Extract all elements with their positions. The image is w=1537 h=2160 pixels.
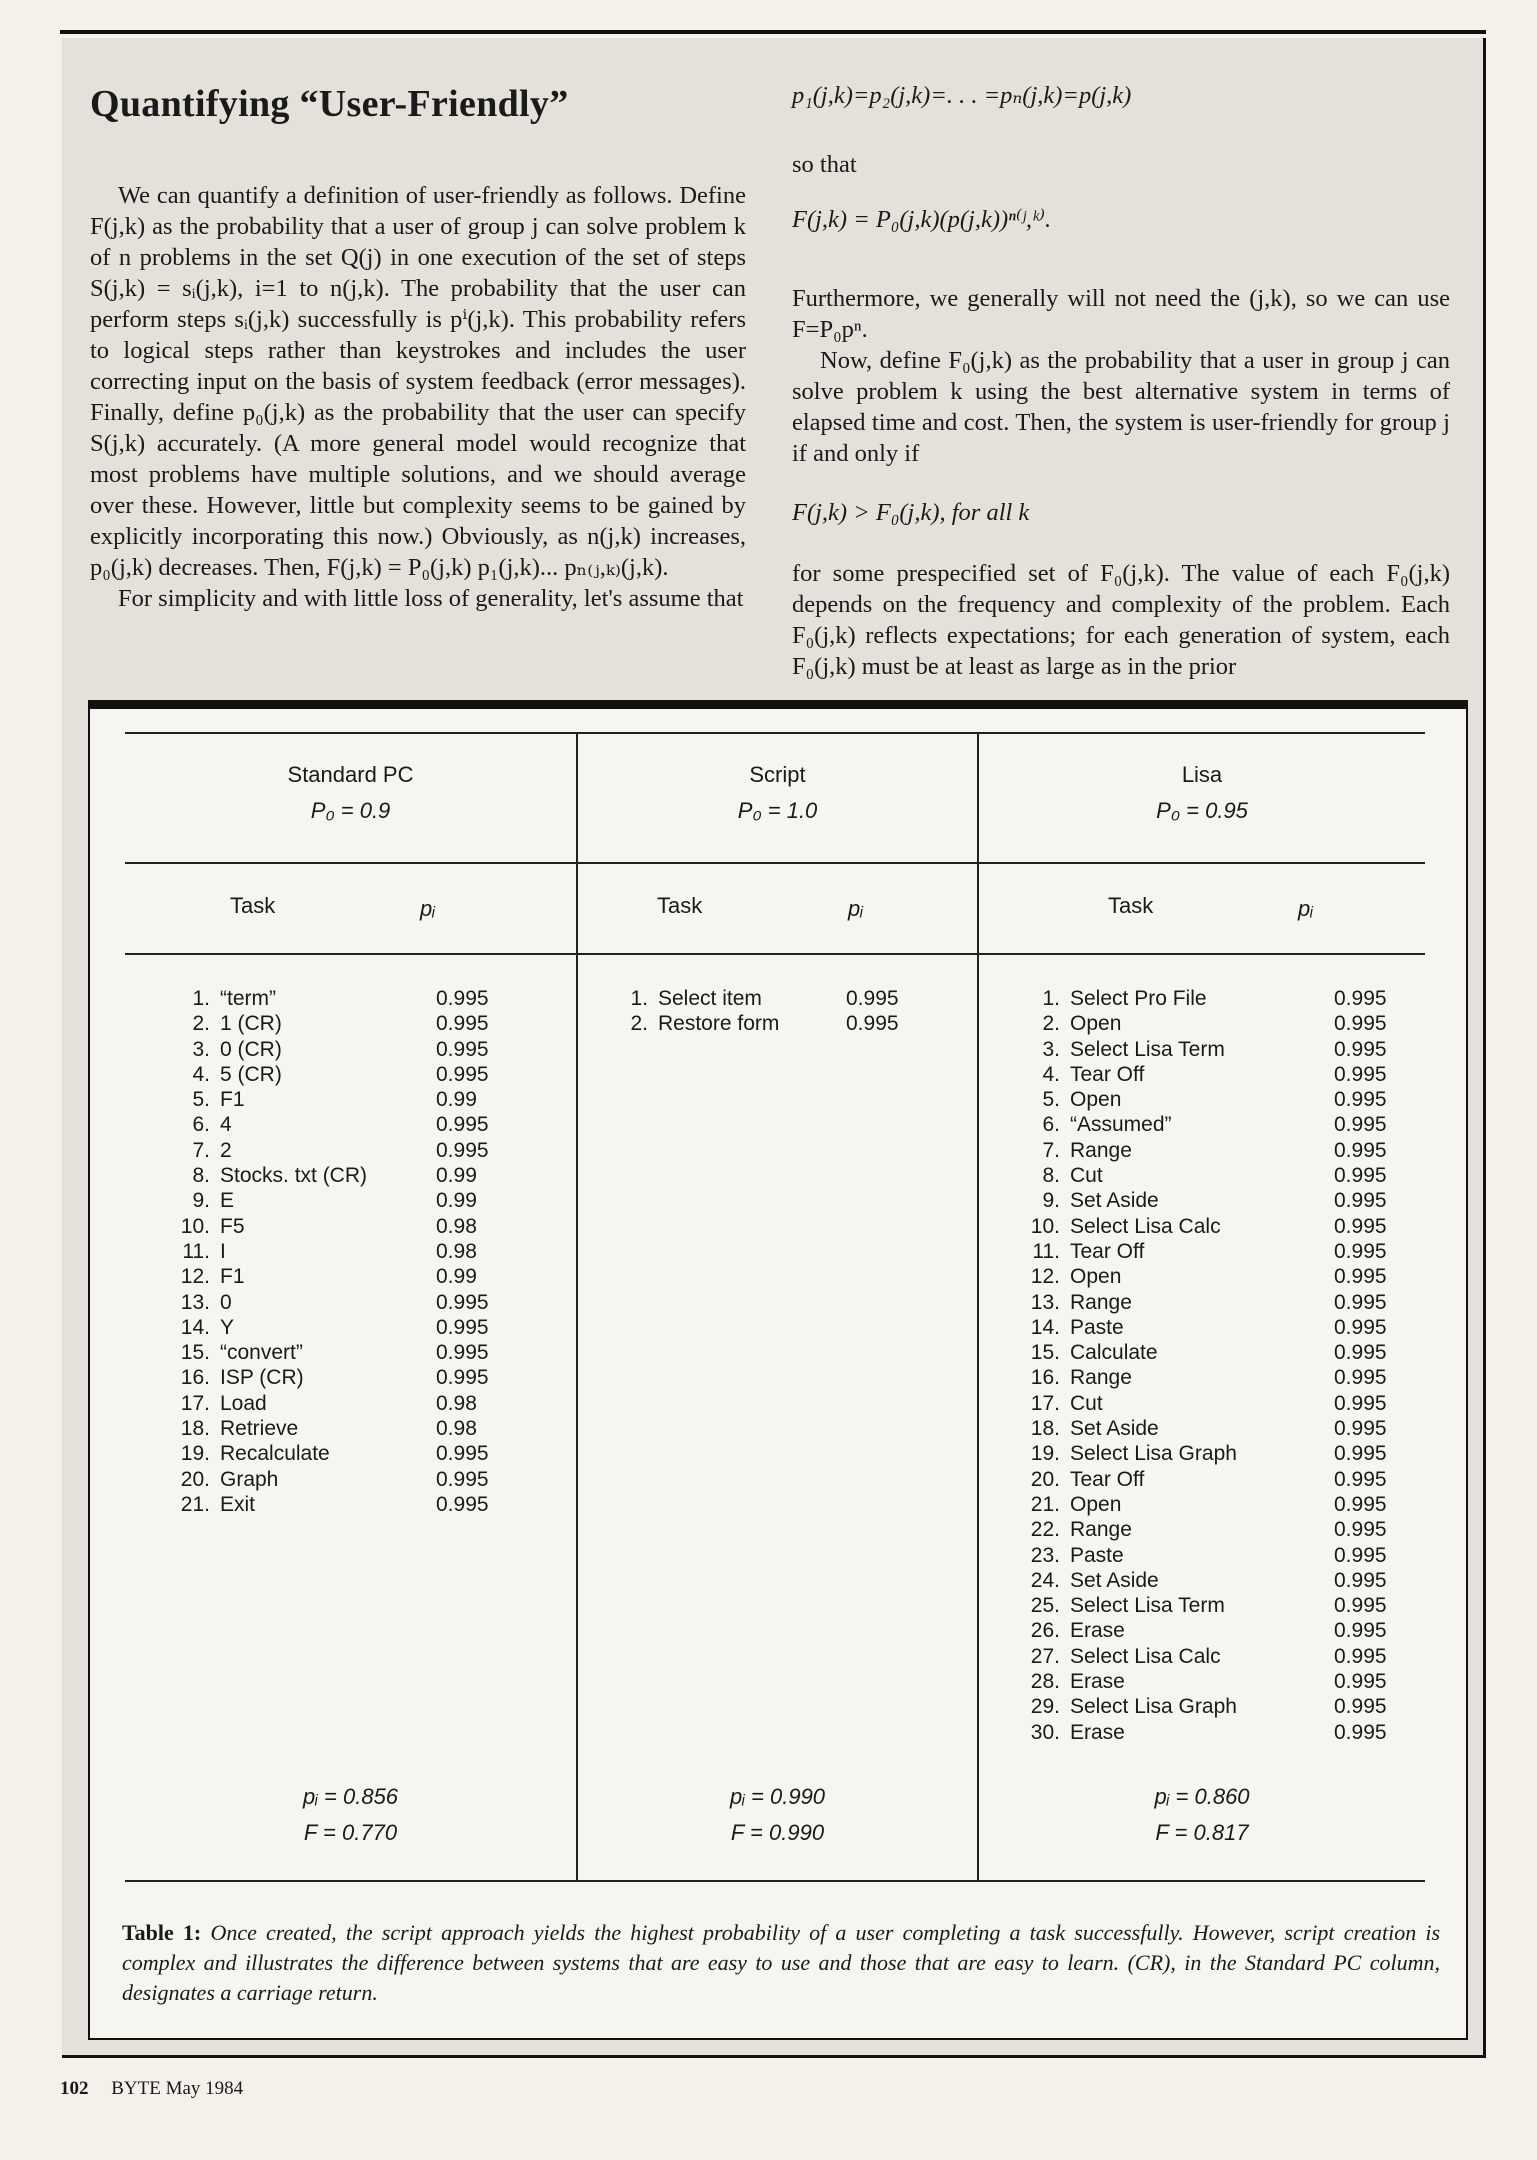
task-probability: 0.995	[436, 1341, 489, 1365]
task-name: Select Lisa Calc	[1070, 1644, 1221, 1668]
right-column	[792, 80, 1450, 682]
table-row	[1016, 1188, 1396, 1213]
task-number: 21.	[1030, 1492, 1060, 1516]
task-number: 15.	[180, 1341, 210, 1365]
task-number: 1.	[630, 987, 648, 1010]
table-row	[166, 1239, 506, 1264]
task-number: 14.	[180, 1315, 210, 1339]
task-probability: 0.995	[436, 1442, 489, 1466]
task-number: 16.	[180, 1366, 210, 1390]
task-name: Tear Off	[1070, 1062, 1145, 1086]
task-name: Range	[1070, 1290, 1132, 1314]
task-number: 25.	[1030, 1594, 1060, 1618]
task-number: 15.	[1030, 1341, 1060, 1365]
table-row	[166, 1264, 506, 1289]
task-number: 18.	[180, 1417, 210, 1441]
table-row	[1016, 1568, 1396, 1593]
task-number: 6.	[192, 1113, 210, 1137]
task-number: 9.	[1042, 1189, 1060, 1213]
task-number: 8.	[192, 1164, 210, 1188]
table-row	[1016, 1669, 1396, 1694]
task-number: 4.	[1042, 1062, 1060, 1086]
table-row	[1016, 1365, 1396, 1390]
column-divider-1	[576, 732, 578, 1880]
p0-script: P₀ = 1.0	[737, 798, 818, 823]
task-list-lisa	[1016, 986, 1396, 1745]
task-name: E	[220, 1189, 235, 1213]
table-row	[1016, 1441, 1396, 1466]
f-summary-standard-pc: F = 0.770	[303, 1820, 398, 1845]
task-probability: 0.995	[1334, 1341, 1387, 1365]
table-row	[166, 1188, 506, 1213]
p-header-standard-pc: pᵢ	[420, 896, 435, 921]
task-name: F1	[220, 1088, 245, 1112]
task-probability: 0.995	[1334, 1012, 1387, 1036]
task-probability: 0.995	[1334, 1619, 1387, 1643]
task-name: Tear Off	[1070, 1239, 1145, 1263]
task-number: 19.	[1030, 1442, 1060, 1466]
task-name: F1	[220, 1265, 245, 1289]
task-probability: 0.995	[1334, 1315, 1387, 1339]
task-name: Select Pro File	[1070, 987, 1207, 1010]
table-row	[166, 1011, 506, 1036]
article-title: Quantifying “User-Friendly”	[90, 83, 569, 125]
task-number: 2.	[630, 1012, 648, 1036]
table-row	[1016, 1112, 1396, 1137]
task-probability: 0.995	[1334, 1442, 1387, 1466]
task-number: 17.	[180, 1391, 210, 1415]
table-row	[1016, 1593, 1396, 1618]
task-probability: 0.995	[1334, 1543, 1387, 1567]
table-row	[1016, 1163, 1396, 1188]
task-probability: 0.995	[1334, 1670, 1387, 1694]
task-name: Set Aside	[1070, 1568, 1159, 1592]
right-paragraph-3: for some prespecified set of F₀(j,k). The value of each F₀(j,k) depends on the frequency and complexity of the problem. Each F₀(j,k) reflects expectations; for each generation of system, each F₀(j,k) must be at least as large as in the prior	[792, 560, 1450, 680]
table-row	[1016, 1340, 1396, 1365]
task-name: Exit	[220, 1492, 256, 1516]
task-name: Erase	[1070, 1720, 1125, 1744]
table-row	[166, 1492, 506, 1517]
task-name: Tear Off	[1070, 1467, 1145, 1491]
task-probability: 0.995	[1334, 1113, 1387, 1137]
page-footer	[60, 2078, 243, 2100]
task-probability: 0.995	[1334, 1467, 1387, 1491]
p0-standard-pc: P₀ = 0.9	[310, 798, 391, 823]
table-row	[166, 1138, 506, 1163]
task-number: 8.	[1042, 1164, 1060, 1188]
table-row	[1016, 1239, 1396, 1264]
task-name: Select Lisa Term	[1070, 1037, 1225, 1061]
table-row	[1016, 1543, 1396, 1568]
task-probability: 0.995	[1334, 1568, 1387, 1592]
table-row	[166, 1214, 506, 1239]
task-name: Select Lisa Graph	[1070, 1442, 1237, 1466]
task-number: 23.	[1030, 1543, 1060, 1567]
task-probability: 0.995	[1334, 1391, 1387, 1415]
task-probability: 0.995	[1334, 1518, 1387, 1542]
table-row	[166, 1037, 506, 1062]
table-bottom-rule	[125, 1880, 1425, 1882]
right-text-so-that: so that	[792, 151, 857, 178]
task-probability: 0.99	[436, 1164, 477, 1188]
task-probability: 0.995	[1334, 1138, 1387, 1162]
column-header-lisa: Lisa	[1181, 762, 1223, 787]
task-name: Open	[1070, 1012, 1122, 1036]
task-name: ISP (CR)	[220, 1366, 304, 1390]
table-header-rule	[125, 862, 1425, 864]
task-number: 10.	[180, 1214, 210, 1238]
task-number: 14.	[1030, 1315, 1060, 1339]
task-name: 1 (CR)	[220, 1012, 282, 1036]
task-probability: 0.995	[436, 1012, 489, 1036]
task-name: Open	[1070, 1088, 1122, 1112]
task-number: 7.	[192, 1138, 210, 1162]
task-probability: 0.98	[436, 1239, 477, 1263]
task-name: Paste	[1070, 1543, 1124, 1567]
task-name: Paste	[1070, 1315, 1124, 1339]
task-name: Load	[220, 1391, 267, 1415]
task-name: “Assumed”	[1070, 1113, 1172, 1137]
task-number: 9.	[192, 1189, 210, 1213]
task-probability: 0.995	[436, 1492, 489, 1516]
task-number: 12.	[180, 1265, 210, 1289]
table-row	[166, 1340, 506, 1365]
task-header-script: Task	[657, 893, 703, 918]
task-number: 13.	[1030, 1290, 1060, 1314]
table-caption	[122, 1918, 1440, 2008]
task-name: Stocks. txt (CR)	[220, 1164, 368, 1188]
task-probability: 0.995	[1334, 1265, 1387, 1289]
pi-summary-lisa: pᵢ = 0.860	[1154, 1784, 1250, 1809]
task-number: 17.	[1030, 1391, 1060, 1415]
pi-summary-script: pᵢ = 0.990	[729, 1784, 826, 1809]
table-row	[1016, 1492, 1396, 1517]
page-number: 102	[60, 2078, 89, 2099]
table-row	[166, 1416, 506, 1441]
table-row	[604, 1011, 934, 1036]
task-probability: 0.995	[436, 1062, 489, 1086]
caption-label: Table 1:	[122, 1920, 202, 1945]
task-probability: 0.995	[1334, 1290, 1387, 1314]
task-probability: 0.995	[436, 1290, 489, 1314]
task-probability: 0.995	[1334, 1695, 1387, 1719]
task-probability: 0.995	[1334, 987, 1387, 1010]
task-probability: 0.995	[1334, 1366, 1387, 1390]
task-name: Calculate	[1070, 1341, 1158, 1365]
table-row	[166, 1112, 506, 1137]
task-number: 2.	[1042, 1012, 1060, 1036]
task-number: 1.	[1042, 987, 1060, 1010]
task-number: 7.	[1042, 1138, 1060, 1162]
right-paragraph-1: Furthermore, we generally will not need the (j,k), so we can use F=P₀pⁿ.	[792, 285, 1450, 343]
task-list-script	[604, 986, 934, 1037]
task-name: Restore form	[658, 1012, 780, 1036]
task-probability: 0.995	[1334, 1189, 1387, 1213]
left-paragraph-2: For simplicity and with little loss of generality, let's assume that	[118, 585, 744, 612]
task-number: 11.	[182, 1239, 210, 1263]
table-row	[1016, 1264, 1396, 1289]
task-name: Range	[1070, 1138, 1132, 1162]
table-top-rule	[125, 732, 1425, 734]
task-name: Erase	[1070, 1619, 1125, 1643]
task-probability: 0.995	[436, 987, 489, 1010]
task-number: 24.	[1030, 1568, 1060, 1592]
task-probability: 0.995	[1334, 1037, 1387, 1061]
table-row	[1016, 1138, 1396, 1163]
task-name: 2	[220, 1138, 232, 1162]
table-row	[166, 1062, 506, 1087]
column-header-standard-pc: Standard PC	[287, 762, 414, 787]
f-summary-script: F = 0.990	[730, 1820, 825, 1845]
equation-1: p₁(j,k)=p₂(j,k)=. . . =pₙ(j,k)=p(j,k)	[792, 82, 1132, 109]
table-row	[1016, 1720, 1396, 1745]
task-number: 26.	[1030, 1619, 1060, 1643]
p0-lisa: P₀ = 0.95	[1156, 798, 1248, 823]
task-probability: 0.995	[1334, 1720, 1387, 1744]
task-probability: 0.99	[436, 1265, 477, 1289]
task-probability: 0.995	[1334, 1644, 1387, 1668]
table-row	[1016, 1214, 1396, 1239]
table-row	[166, 1315, 506, 1340]
task-name: “convert”	[220, 1341, 303, 1365]
task-name: Y	[220, 1315, 235, 1339]
task-probability: 0.99	[436, 1189, 477, 1213]
task-name: 0	[220, 1290, 232, 1314]
task-name: Range	[1070, 1366, 1132, 1390]
table-row	[1016, 1062, 1396, 1087]
task-number: 19.	[180, 1442, 210, 1466]
task-number: 13.	[180, 1290, 210, 1314]
task-probability: 0.995	[436, 1138, 489, 1162]
task-number: 18.	[1030, 1417, 1060, 1441]
task-number: 5.	[192, 1088, 210, 1112]
table-subheader-rule	[125, 953, 1425, 955]
table-row	[166, 1391, 506, 1416]
task-probability: 0.995	[846, 1012, 899, 1036]
right-paragraph-2: Now, define F₀(j,k) as the probability that a user in group j can solve problem k using the best alternative system in terms of elapsed time and cost. Then, the system is user-friendly for group j if and only if	[792, 347, 1450, 467]
task-probability: 0.995	[1334, 1239, 1387, 1263]
table-row	[166, 1087, 506, 1112]
task-probability: 0.99	[436, 1088, 477, 1112]
table-row	[166, 1467, 506, 1492]
task-probability: 0.98	[436, 1417, 477, 1441]
task-number: 5.	[1042, 1088, 1060, 1112]
task-probability: 0.995	[1334, 1492, 1387, 1516]
table-row	[1016, 1315, 1396, 1340]
task-number: 20.	[1030, 1467, 1060, 1491]
task-number: 11.	[1032, 1239, 1060, 1263]
task-probability: 0.995	[1334, 1164, 1387, 1188]
table-row	[1016, 1087, 1396, 1112]
table-row	[1016, 1618, 1396, 1643]
task-probability: 0.995	[436, 1467, 489, 1491]
pi-summary-standard-pc: pᵢ = 0.856	[302, 1784, 399, 1809]
task-name: Select Lisa Calc	[1070, 1214, 1221, 1238]
task-number: 6.	[1042, 1113, 1060, 1137]
task-name: 0 (CR)	[220, 1037, 282, 1061]
task-name: Retrieve	[220, 1417, 299, 1441]
task-probability: 0.995	[1334, 1417, 1387, 1441]
task-name: I	[220, 1239, 226, 1263]
p-header-script: pᵢ	[848, 896, 863, 921]
table-row	[166, 1163, 506, 1188]
task-number: 22.	[1030, 1518, 1060, 1542]
task-probability: 0.995	[846, 987, 899, 1010]
table-row	[166, 1441, 506, 1466]
table-row	[1016, 1037, 1396, 1062]
task-name: Recalculate	[220, 1442, 330, 1466]
task-probability: 0.995	[436, 1315, 489, 1339]
task-name: F5	[220, 1214, 245, 1238]
task-probability: 0.995	[436, 1113, 489, 1137]
task-header-standard-pc: Task	[230, 893, 276, 918]
task-number: 3.	[1042, 1037, 1060, 1061]
task-number: 2.	[192, 1012, 210, 1036]
task-name: Open	[1070, 1265, 1122, 1289]
task-probability: 0.98	[436, 1214, 477, 1238]
task-name: Erase	[1070, 1670, 1125, 1694]
table-row	[604, 986, 934, 1011]
task-probability: 0.98	[436, 1391, 477, 1415]
task-number: 1.	[192, 987, 210, 1010]
task-number: 20.	[180, 1467, 210, 1491]
equation-3: F(j,k) > F₀(j,k), for all k	[792, 499, 1030, 526]
task-number: 27.	[1030, 1644, 1060, 1668]
task-number: 10.	[1030, 1214, 1060, 1238]
task-name: Cut	[1070, 1391, 1103, 1415]
task-number: 30.	[1030, 1720, 1060, 1744]
task-probability: 0.995	[1334, 1088, 1387, 1112]
task-number: 16.	[1030, 1366, 1060, 1390]
table-row	[166, 1290, 506, 1315]
table-row	[1016, 1467, 1396, 1492]
task-name: Graph	[220, 1467, 279, 1491]
task-name: Range	[1070, 1518, 1132, 1542]
task-number: 21.	[180, 1492, 210, 1516]
column-divider-2	[977, 732, 979, 1880]
top-rule	[60, 30, 1486, 34]
task-name: Select Lisa Term	[1070, 1594, 1225, 1618]
table-row	[1016, 1517, 1396, 1542]
task-name: Select item	[658, 987, 762, 1010]
table-row	[1016, 1391, 1396, 1416]
task-list-standard-pc	[166, 986, 506, 1517]
task-name: Select Lisa Graph	[1070, 1695, 1237, 1719]
table-row	[1016, 1011, 1396, 1036]
task-probability: 0.995	[1334, 1214, 1387, 1238]
table-row	[1016, 986, 1396, 1011]
table-row	[1016, 1290, 1396, 1315]
task-probability: 0.995	[436, 1366, 489, 1390]
task-name: “term”	[220, 987, 276, 1010]
caption-text: Once created, the script approach yields the highest probability of a user completing a task successfully. However, script creation is complex and illustrates the difference between systems that are easy to use and those that are easy to learn. (CR), in the Standard PC column, designates a carriage return.	[122, 1920, 1441, 2005]
task-number: 12.	[1030, 1265, 1060, 1289]
table-row	[1016, 1694, 1396, 1719]
table-row	[166, 986, 506, 1011]
task-name: Cut	[1070, 1164, 1103, 1188]
table-row	[1016, 1644, 1396, 1669]
equation-2: F(j,k) = P₀(j,k)(p(j,k))ⁿ⁽ʲ,ᵏ⁾.	[792, 206, 1052, 233]
task-probability: 0.995	[436, 1037, 489, 1061]
task-number: 28.	[1030, 1670, 1060, 1694]
task-probability: 0.995	[1334, 1594, 1387, 1618]
left-paragraph-1: We can quantify a definition of user-friendly as follows. Define F(j,k) as the probability that a user of group j can solve problem k of n problems in the set Q(j) in one execution of the set of steps S(j,k) = sᵢ(j,k), i=1 to n(j,k). The probability that the user can perform steps sᵢ(j,k) successfully is pⁱ(j,k). This probability refers to logical steps rather than keystrokes and includes the user correcting input on the basis of system feedback (error messages). Finally, define p₀(j,k) as the probability that the user can specify S(j,k) accurately. (A more general model would recognize that most problems have multiple solutions, and we should average over these. However, little but complexity seems to be gained by explicitly incorporating this now.) Obviously, as n(j,k) increases, p₀(j,k) decreases. Then, F(j,k) = P₀(j,k) p₁(j,k)... pₙ₍ⱼ,ₖ₎(j,k).	[90, 182, 746, 581]
publication-line: BYTE May 1984	[111, 2078, 244, 2099]
table-row	[166, 1365, 506, 1390]
task-number: 3.	[192, 1037, 210, 1061]
f-summary-lisa: F = 0.817	[1155, 1820, 1249, 1845]
p-header-lisa: pᵢ	[1298, 896, 1313, 921]
task-name: 4	[220, 1113, 232, 1137]
task-number: 4.	[192, 1062, 210, 1086]
task-header-lisa: Task	[1108, 893, 1154, 918]
task-name: Open	[1070, 1492, 1122, 1516]
task-name: Set Aside	[1070, 1189, 1159, 1213]
task-probability: 0.995	[1334, 1062, 1387, 1086]
task-name: 5 (CR)	[220, 1062, 282, 1086]
left-column	[90, 180, 746, 614]
column-header-script: Script	[749, 762, 806, 787]
task-name: Set Aside	[1070, 1417, 1159, 1441]
task-number: 29.	[1030, 1695, 1060, 1719]
table-row	[1016, 1416, 1396, 1441]
